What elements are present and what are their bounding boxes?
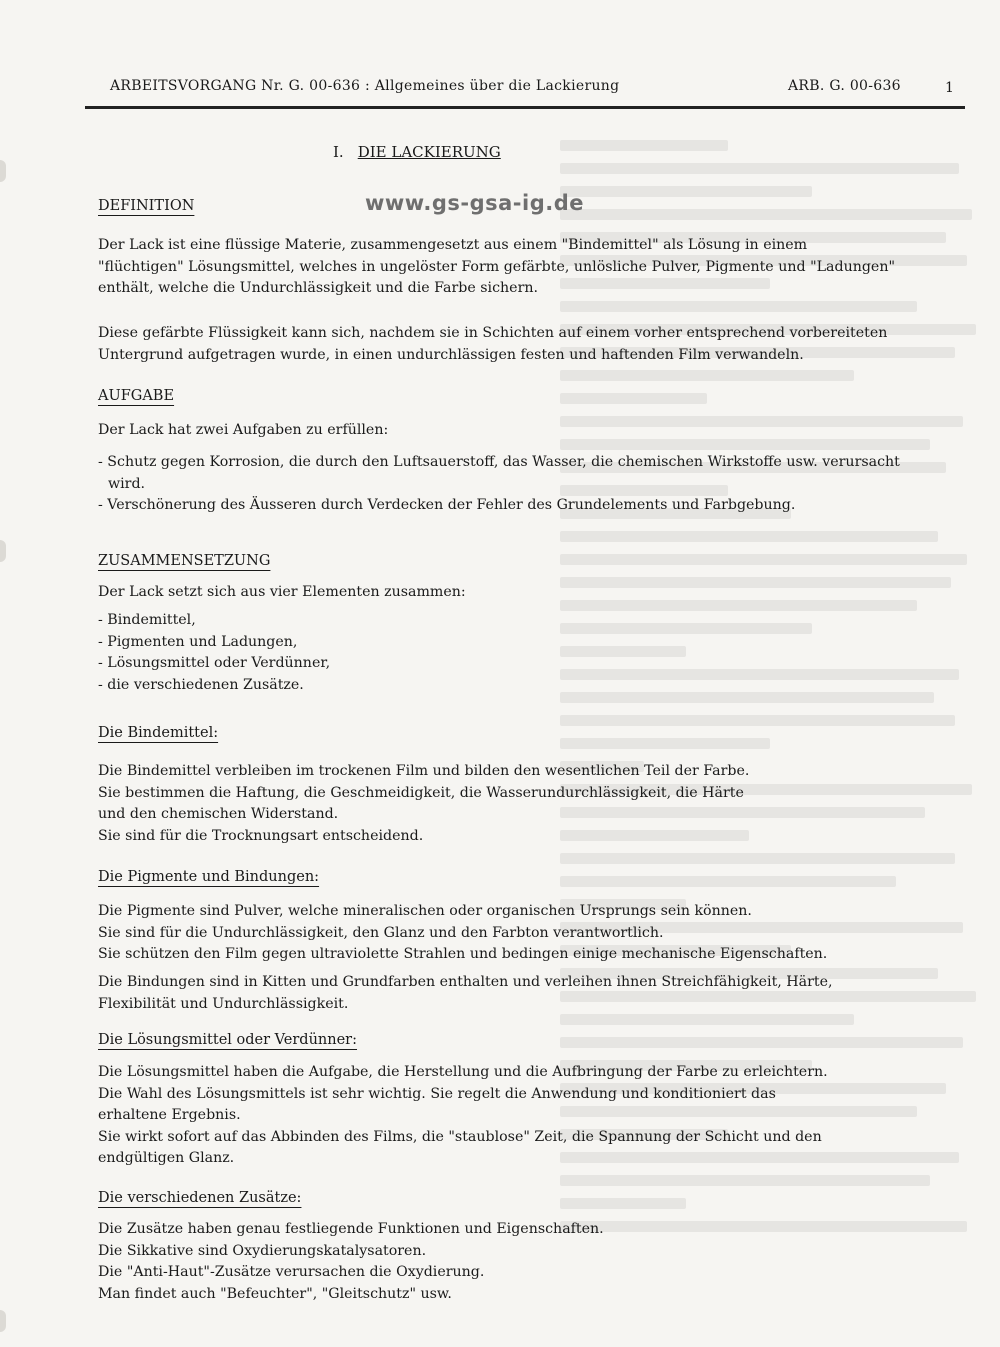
section-heading-zusammensetzung: ZUSAMMENSETZUNG bbox=[98, 553, 271, 569]
punch-hole-mark bbox=[0, 160, 6, 182]
text-line: Die Wahl des Lösungsmittels ist sehr wichtig. Sie regelt die Anwendung und konditioniert das bbox=[98, 1085, 776, 1102]
text-line: und den chemischen Widerstand. bbox=[98, 806, 339, 822]
text-line: Die Bindungen sind in Kitten und Grundfarben enthalten und verleihen ihnen Streichfähigkeit, Härte, bbox=[98, 974, 833, 990]
text-line: Die Zusätze haben genau festliegende Funktionen und Eigenschaften. bbox=[98, 1221, 604, 1237]
text-line: Die Lösungsmittel haben die Aufgabe, die Herstellung und die Aufbringung der Farbe zu erleichtern. bbox=[98, 1064, 828, 1080]
pigmente-text-2 bbox=[98, 972, 928, 1015]
text-line: Der Lack ist eine flüssige Materie, zusammengesetzt aus einem "Bindemittel" als Lösung in einem bbox=[98, 237, 808, 253]
section-heading-definition: DEFINITION bbox=[98, 198, 195, 214]
text-line: erhaltene Ergebnis. bbox=[98, 1107, 241, 1123]
text-line: Flexibilität und Undurchlässigkeit. bbox=[98, 995, 349, 1012]
aufgabe-list bbox=[98, 452, 928, 517]
header-rule bbox=[85, 106, 965, 109]
punch-hole-mark bbox=[0, 1310, 6, 1332]
text-line: Die Sikkative sind Oxydierungskatalysatoren. bbox=[98, 1242, 427, 1259]
text-line: Die Pigmente sind Pulver, welche mineralischen oder organischen Ursprungs sein können. bbox=[98, 903, 752, 919]
watermark: www.gs-gsa-ig.de bbox=[365, 191, 584, 215]
text-line: Die Bindemittel verbleiben im trockenen Film und bilden den wesentlichen Teil der Farbe. bbox=[98, 763, 750, 779]
list-item: - Pigmenten und Ladungen, bbox=[98, 633, 298, 650]
definition-text bbox=[98, 235, 928, 300]
text-line: Untergrund aufgetragen wurde, in einen undurchlässigen festen und haftenden Film verwandeln. bbox=[98, 346, 804, 363]
section-heading-pigmente: Die Pigmente und Bindungen: bbox=[98, 869, 320, 885]
pigmente-text bbox=[98, 901, 928, 966]
list-item: - Lösungsmittel oder Verdünner, bbox=[98, 655, 331, 671]
bindemittel-text bbox=[98, 761, 928, 847]
list-item: - Bindemittel, bbox=[98, 612, 196, 628]
page-number: 1 bbox=[945, 80, 955, 96]
text-line: Sie bestimmen die Haftung, die Geschmeidigkeit, die Wasserundurchlässigkeit, die Härte bbox=[98, 784, 744, 801]
section-heading-aufgabe: AUFGABE bbox=[98, 388, 175, 404]
text-line: Sie wirkt sofort auf das Abbinden des Films, die "staublose" Zeit, die Spannung der Schicht und den bbox=[98, 1128, 822, 1145]
text-line: endgültigen Glanz. bbox=[98, 1150, 235, 1166]
text-line: Die "Anti-Haut"-Zusätze verursachen die Oxydierung. bbox=[98, 1264, 485, 1280]
loesungsmittel-text bbox=[98, 1062, 928, 1170]
chapter-title bbox=[333, 143, 501, 161]
header-reference: ARB. G. 00-636 bbox=[788, 78, 901, 94]
list-item-continuation: wird. bbox=[108, 475, 146, 492]
header-title: ARBEITSVORGANG Nr. G. 00-636 : Allgemeines über die Lackierung bbox=[110, 78, 620, 94]
list-item: - Verschönerung des Äusseren durch Verdecken der Fehler des Grundelements und Farbgebung. bbox=[98, 497, 796, 513]
text-line: Man findet auch "Befeuchter", "Gleitschutz" usw. bbox=[98, 1285, 452, 1302]
section-heading-loesungsmittel: Die Lösungsmittel oder Verdünner: bbox=[98, 1032, 358, 1048]
definition-text-2 bbox=[98, 323, 928, 366]
chapter-number: I. bbox=[333, 143, 344, 161]
text-line: Sie schützen den Film gegen ultraviolette Strahlen und bedingen einige mechanische Eigenschaften. bbox=[98, 946, 828, 962]
zusammensetzung-list bbox=[98, 610, 928, 696]
text-line: Sie sind für die Trocknungsart entscheidend. bbox=[98, 827, 424, 844]
list-item: - die verschiedenen Zusätze. bbox=[98, 676, 304, 693]
section-heading-zusaetze: Die verschiedenen Zusätze: bbox=[98, 1190, 302, 1206]
text-line: Sie sind für die Undurchlässigkeit, den Glanz und den Farbton verantwortlich. bbox=[98, 924, 664, 941]
text-line: "flüchtigen" Lösungsmittel, welches in ungelöster Form gefärbte, unlösliche Pulver, Pigmente und "Ladungen" bbox=[98, 258, 895, 275]
chapter-heading: DIE LACKIERUNG bbox=[357, 143, 501, 161]
text-line: Diese gefärbte Flüssigkeit kann sich, nachdem sie in Schichten auf einem vorher entsprechend vorbereiteten bbox=[98, 325, 888, 341]
zusammensetzung-intro: Der Lack setzt sich aus vier Elementen zusammen: bbox=[98, 584, 466, 600]
list-item: - Schutz gegen Korrosion, die durch den Luftsauerstoff, das Wasser, die chemischen Wirkstoffe usw. verursacht bbox=[98, 454, 900, 470]
zusaetze-text bbox=[98, 1219, 928, 1305]
section-heading-bindemittel: Die Bindemittel: bbox=[98, 725, 219, 741]
aufgabe-intro: Der Lack hat zwei Aufgaben zu erfüllen: bbox=[98, 422, 389, 438]
text-line: enthält, welche die Undurchlässigkeit und die Farbe sichern. bbox=[98, 280, 539, 296]
punch-hole-mark bbox=[0, 540, 6, 562]
